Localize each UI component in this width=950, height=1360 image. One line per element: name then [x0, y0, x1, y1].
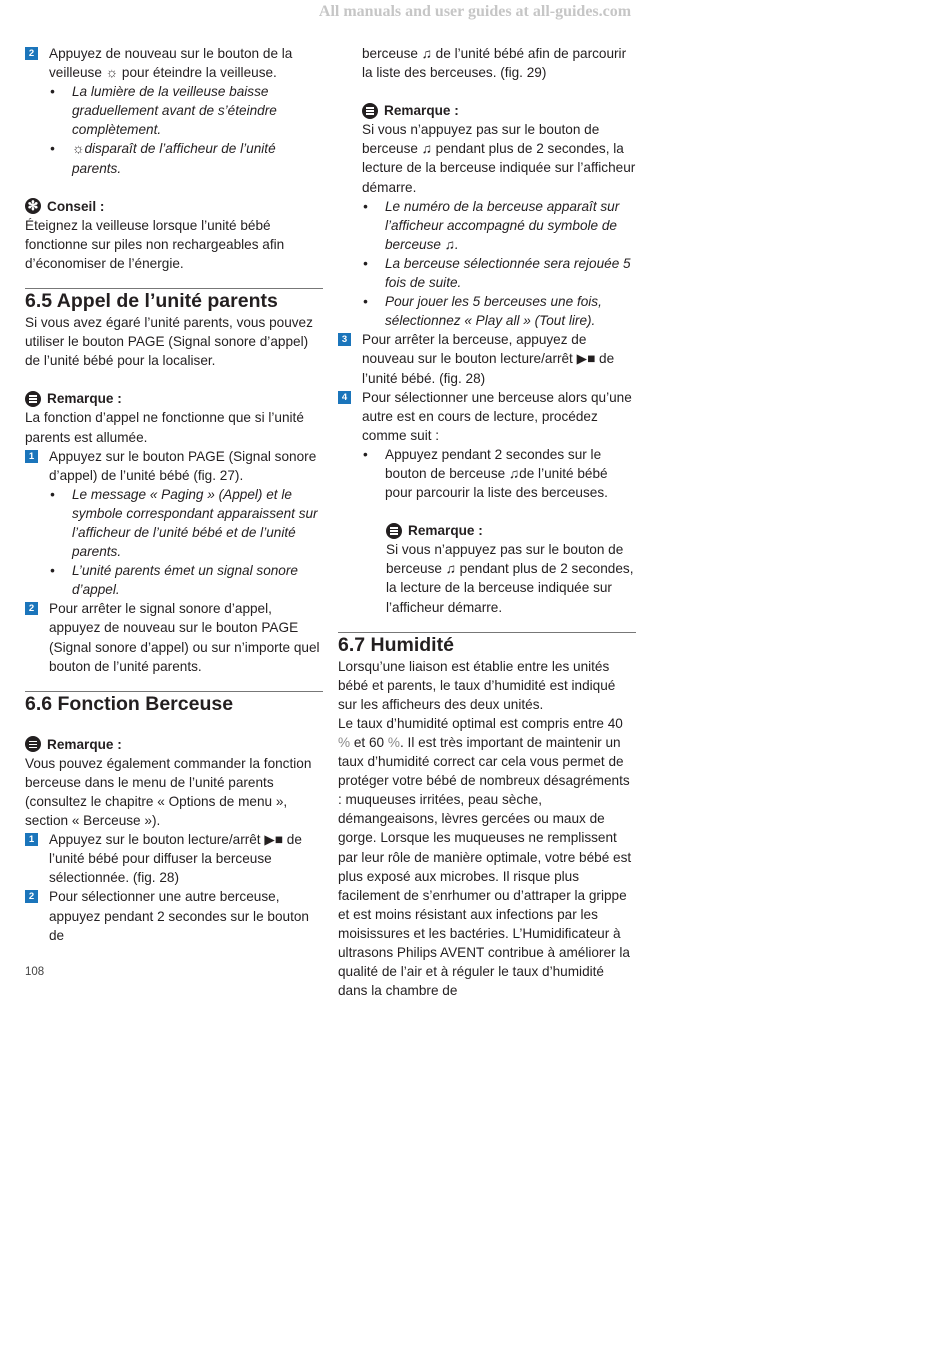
step-text: Pour sélectionner une autre berceuse, appuyez pendant 2 secondes sur le bouton de: [49, 889, 309, 943]
step-2-nightlight: [25, 44, 323, 82]
step-number-badge: 2: [25, 890, 38, 903]
note-label: Remarque :: [47, 736, 122, 752]
section-intro: Si vous avez égaré l’unité parents, vous pouvez utiliser le bouton PAGE (Signal sonore d’appel) de l’unité bébé pour la localiser.: [25, 315, 313, 369]
tip-text: Éteignez la veilleuse lorsque l’unité bébé fonctionne sur piles non rechargeables afin d’économiser de l’énergie.: [25, 217, 285, 271]
step-number-badge: 1: [25, 833, 38, 846]
step-number-badge: 2: [25, 47, 38, 60]
humidity-text-b: et 60: [350, 735, 388, 750]
note-text: Si vous n’appuyez pas sur le bouton de berceuse ♫ pendant plus de 2 secondes, la lecture de la berceuse indiquée sur l’afficheur démarre.: [386, 542, 634, 615]
step-text: Appuyez de nouveau sur le bouton de la veilleuse ☼ pour éteindre la veilleuse.: [49, 46, 293, 81]
step-number-badge: 3: [338, 333, 351, 346]
step-text: Pour arrêter le signal sonore d’appel, appuyez de nouveau sur le bouton PAGE (Signal sonore d’appel) ou sur n’importe quel bouton de l’unité parents.: [49, 601, 320, 674]
note-icon: [25, 736, 41, 752]
note-label: Remarque :: [47, 391, 122, 407]
note-heading: [25, 735, 323, 754]
percent-sign: %: [387, 735, 400, 750]
step-text: Appuyez sur le bouton lecture/arrêt ▶■ de l’unité bébé pour diffuser la berceuse sélectionnée. (fig. 28): [49, 832, 302, 886]
note-bullets: [338, 197, 636, 331]
bullet-item: • La berceuse sélectionnée sera rejouée 5 fois de suite.: [362, 254, 636, 292]
note-heading: [338, 101, 636, 120]
section-title-6-6: 6.6 Fonction Berceuse: [25, 692, 234, 715]
step-number-badge: 4: [338, 391, 351, 404]
tip-label: Conseil :: [47, 198, 105, 214]
step-number-badge: 1: [25, 450, 38, 463]
step-1-lullaby: [25, 830, 323, 887]
step-number-badge: 2: [25, 602, 38, 615]
humidity-paragraph-1: Lorsqu’une liaison est établie entre les unités bébé et parents, le taux d’humidité est indiqué sur les afficheurs des deux unités.: [338, 658, 616, 712]
humidity-text-a: Le taux d’humidité optimal est compris entre 40: [338, 715, 623, 731]
note-heading: [25, 389, 323, 408]
note-label: Remarque :: [384, 103, 459, 119]
humidity-text-c: . Il est très important de maintenir un taux d’humidité correct car cela vous permet de protéger votre bébé de nombreux désagréments : muqueuses irritées, peau sèche, démangeaisons, lèvres gercées ou maux de gorge. Lorsque les muqueuses ne remplissent par leur rôle de manière optimale, votre bébé est plus exposé aux microbes. Il risque plus facilement de s’enrhumer ou d’attraper la grippe et est moins résistant aux infections par les moisissures et les bactéries. L’Humidificateur à ultrasons Philips AVENT contribue à améliorer la qualité de l’air et à réguler le taux d’humidité dans la chambre de: [338, 735, 632, 999]
bullet-item: • ☼disparaît de l’afficheur de l’unité parents.: [49, 139, 323, 177]
page-number: 108: [25, 966, 45, 978]
continued-step-text: berceuse ♫ de l’unité bébé afin de parcourir la liste des berceuses. (fig. 29): [362, 46, 627, 81]
step-text: Pour sélectionner une berceuse alors qu’une autre est en cours de lecture, procédez comme suit :: [362, 389, 632, 443]
watermark: All manuals and user guides at all-guides.com: [318, 3, 632, 20]
percent-sign: %: [338, 735, 351, 750]
step-2-lullaby: [25, 887, 323, 944]
bullet-item: • Le numéro de la berceuse apparaît sur l’afficheur accompagné du symbole de berceuse ♫.: [362, 197, 636, 254]
step-text: Appuyez sur le bouton PAGE (Signal sonore d’appel) de l’unité bébé (fig. 27).: [49, 448, 317, 483]
note-label: Remarque :: [408, 523, 483, 539]
right-column: [338, 44, 636, 1000]
note-text: Si vous n’appuyez pas sur le bouton de berceuse ♫ pendant plus de 2 secondes, la lecture de la berceuse indiquée sur l’afficheur démarre.: [362, 122, 636, 195]
step-4-lullaby: [338, 388, 636, 445]
note-icon: [25, 391, 41, 407]
step-1-page: [25, 447, 323, 485]
section-title-6-7: 6.7 Humidité: [338, 633, 454, 656]
note-heading: [386, 521, 636, 540]
step-2-page: [25, 599, 323, 675]
note-text: Vous pouvez également commander la fonction berceuse dans le menu de l’unité parents (consultez le chapitre « Options de menu », section « Berceuse »).: [25, 755, 312, 829]
bullet-item: • L’unité parents émet un signal sonore d’appel.: [49, 561, 323, 599]
bullet-item: • La lumière de la veilleuse baisse graduellement avant de s’éteindre complètement.: [49, 82, 323, 139]
note-text: La fonction d’appel ne fonctionne que si l’unité parents est allumée.: [25, 410, 304, 445]
nested-note: [338, 521, 636, 616]
bullet-item: • Appuyez pendant 2 secondes sur le bouton de berceuse ♫de l’unité bébé pour parcourir la liste des berceuses.: [362, 445, 636, 502]
note-icon: [362, 103, 378, 119]
tip-heading: [25, 197, 323, 216]
note-icon: [386, 523, 402, 539]
left-column: [25, 44, 323, 945]
humidity-paragraph-2: [338, 714, 636, 1000]
bullet-item: • Le message « Paging » (Appel) et le symbole correspondant apparaissent sur l’afficheur de l’unité bébé et de l’unité parents.: [49, 485, 323, 561]
step-4-bullets: [338, 445, 636, 502]
step-2-bullets: [25, 82, 323, 177]
section-title-6-5: 6.5 Appel de l’unité parents: [25, 290, 278, 313]
step-text: Pour arrêter la berceuse, appuyez de nouveau sur le bouton lecture/arrêt ▶■ de l’unité bébé. (fig. 28): [362, 332, 615, 386]
tip-icon: ✻: [25, 198, 41, 214]
bullet-item: • Pour jouer les 5 berceuses une fois, sélectionnez « Play all » (Tout lire).: [362, 292, 636, 330]
step-1-bullets: [25, 485, 323, 600]
step-3-lullaby: [338, 330, 636, 387]
